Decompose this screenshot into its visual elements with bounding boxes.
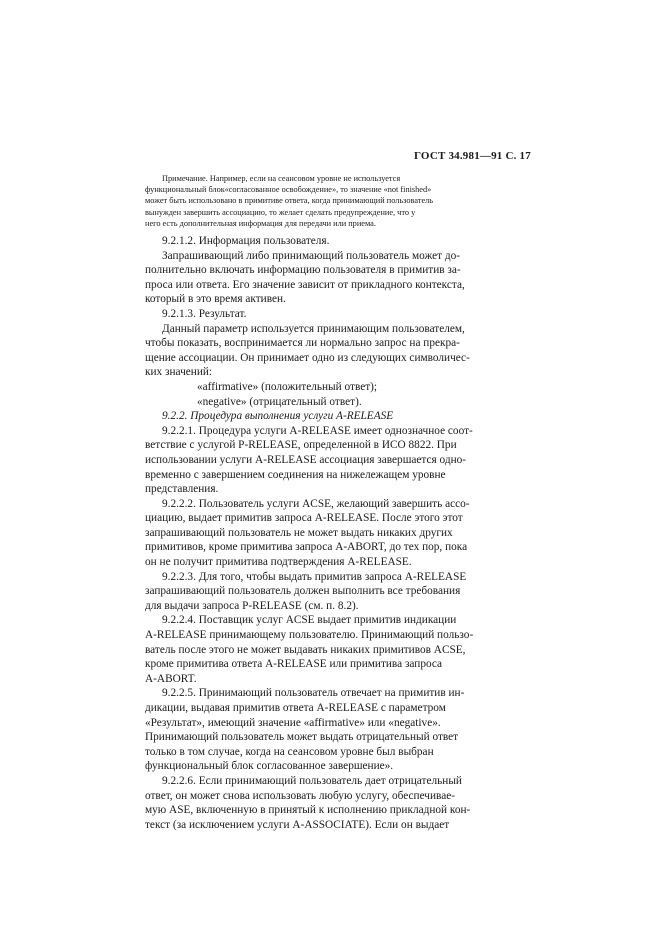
- text-line: щение ассоциации. Он принимает одно из следующих символичес-: [145, 351, 470, 364]
- section-heading: 9.2.1.3. Результат.: [162, 307, 247, 320]
- text-line: для выдачи запроса P-RELEASE (см. п. 8.2).: [145, 599, 359, 612]
- text-line: запрашивающий пользователь должен выполнить все требования: [145, 585, 461, 598]
- text-line: ких значений:: [145, 366, 213, 379]
- text-line: A-RELEASE принимающему пользователю. Принимающий пользо-: [145, 629, 474, 642]
- text-line: запрашивающий пользователь не может выдать никаких других: [145, 526, 453, 539]
- text-line: 9.2.2.4. Поставщик услуг ACSE выдает примитив индикации: [162, 614, 457, 627]
- page-content: [145, 173, 527, 832]
- text-line: 9.2.2.5. Принимающий пользователь отвечает на примитив ин-: [162, 687, 465, 700]
- text-line: «Результат», имеющий значение «affirmative» или «negative».: [145, 716, 441, 729]
- text-line: использовании услуги A-RELEASE ассоциация завершается одно-: [145, 453, 467, 466]
- note-block: [145, 173, 527, 229]
- text-line: дикации, выдавая примитив ответа A-RELEASE с параметром: [145, 702, 446, 715]
- text-line: полнительно включать информацию пользователя в примитив за-: [145, 264, 461, 277]
- text-line: ватель после этого не может выдавать никаких примитивов ACSE,: [145, 643, 466, 656]
- text-line: кроме примитива ответа A-RELEASE или примитива запроса: [145, 658, 443, 671]
- list-item: «negative» (отрицательный ответ).: [197, 395, 362, 408]
- text-line: Принимающий пользователь может выдать отрицательный ответ: [145, 731, 459, 744]
- text-line: только в том случае, когда на сеансовом уровне был выбран: [145, 745, 434, 758]
- body-text: [145, 234, 527, 832]
- text-line: ветствие с услугой P-RELEASE, определенной в ИСО 8822. При: [145, 439, 457, 452]
- text-line: который в это время активен.: [145, 293, 286, 306]
- text-line: 9.2.2.3. Для того, чтобы выдать примитив запроса A-RELEASE: [162, 570, 467, 583]
- text-line: ответ, он может снова использовать любую услугу, обеспечивае-: [145, 789, 456, 802]
- text-line: 9.2.2.6. Если принимающий пользователь дает отрицательный: [162, 774, 462, 787]
- text-line: временно с завершением соединения на нижележащем уровне: [145, 468, 446, 481]
- text-line: примитивов, кроме примитива запроса A-ABORT, до тех пор, пока: [145, 541, 468, 554]
- text-line: текст (за исключением услуги A-ASSOCIATE). Если он выдает: [145, 818, 450, 831]
- text-line: функциональный блок согласованное завершение».: [145, 760, 394, 773]
- note-line: него есть дополнительная информация для передачи или приема.: [145, 218, 376, 228]
- list-item: «affirmative» (положительный ответ);: [197, 380, 378, 393]
- note-line: функциональный блок«согласованное освобождение», то значение «not finished»: [145, 185, 432, 195]
- text-line: циацию, выдает примитив запроса A-RELEASE. После этого этот: [145, 512, 463, 525]
- text-line: проса или ответа. Его значение зависит от прикладного контекста,: [145, 278, 465, 291]
- text-line: мую ASE, включенную в принятый к исполнению прикладной кон-: [145, 804, 471, 817]
- text-line: Запрашивающий либо принимающий пользователь может до-: [162, 249, 461, 262]
- text-line: представления.: [145, 483, 219, 496]
- page-header: ГОСТ 34.981—91 С. 17: [414, 150, 531, 162]
- note-line: может быть использовано в примитиве ответа, когда принимающий пользователь: [145, 196, 434, 206]
- section-heading: 9.2.2. Процедура выполнения услуги A-RELEASE: [162, 410, 394, 423]
- text-line: чтобы показать, воспринимается ли нормально запрос на прекра-: [145, 337, 460, 350]
- text-line: 9.2.2.1. Процедура услуги A-RELEASE имеет однозначное соот-: [162, 424, 473, 437]
- section-heading: 9.2.1.2. Информация пользователя.: [162, 235, 330, 248]
- text-line: A-ABORT.: [145, 672, 197, 685]
- note-line: вынужден завершить ассоциацию, то желает сделать предупреждение, что у: [145, 207, 416, 217]
- text-line: 9.2.2.2. Пользователь услуги ACSE, желающий завершить ассо-: [162, 497, 470, 510]
- text-line: он не получит примитива подтверждения A-RELEASE.: [145, 556, 412, 569]
- text-line: Данный параметр используется принимающим пользователем,: [162, 322, 465, 335]
- note-line: Примечание. Например, если на сеансовом уровне не используется: [162, 174, 401, 183]
